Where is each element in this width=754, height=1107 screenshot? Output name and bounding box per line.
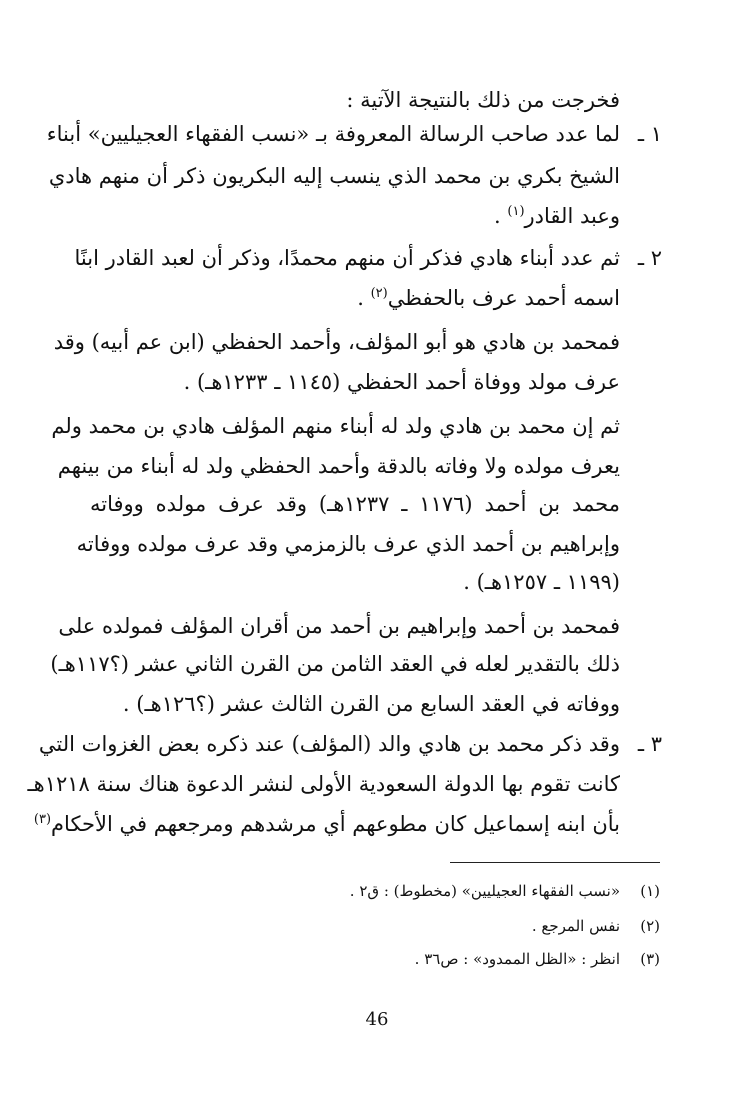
item-2-line-2-text: اسمه أحمد عرف بالحفظي xyxy=(387,286,620,310)
item-3-line-3 xyxy=(34,810,620,838)
footnote-3-text: انظر : «الظل الممدود» : ص٣٦ . xyxy=(414,950,620,968)
item-1-line-3-text: وعبد القادر xyxy=(524,204,620,228)
item-2-end: . xyxy=(357,286,364,310)
item-2-line-2 xyxy=(357,284,620,312)
para-2-line-4: وإبراهيم بن أحمد الذي عرف بالزمزمي وقد عرف مولده ووفاته xyxy=(76,532,620,556)
item-1-line-2: الشيخ بكري بن محمد الذي ينسب إليه البكريون ذكر أن منهم هادي xyxy=(48,164,620,188)
page-number: 46 xyxy=(365,1009,389,1030)
footnote-1-text: «نسب الفقهاء العجيليين» (مخطوط) : ق٢ . xyxy=(349,882,620,900)
item-1-end: . xyxy=(494,204,501,228)
item-3-marker: ٣ ـ xyxy=(637,732,662,756)
item-3-line-2: كانت تقوم بها الدولة السعودية الأولى لنشر الدعوة هناك سنة ١٢١٨هـ xyxy=(27,772,620,796)
footnote-ref-3: (٣) xyxy=(33,812,52,827)
para-3-line-1: فمحمد بن أحمد وإبراهيم بن أحمد من أقران المؤلف فمولده على xyxy=(58,614,620,638)
para-2-line-2: يعرف مولده ولا وفاته بالدقة وأحمد الحفظي ولد له أبناء من بينهم xyxy=(57,454,620,478)
para-2-line-3: محمد بن أحمد (١١٧٦ ـ ١٢٣٧هـ) وقد عرف مولده ووفاته xyxy=(90,492,620,516)
footnote-1-number: (١) xyxy=(640,882,660,900)
item-2-line-1: ثم عدد أبناء هادي فذكر أن منهم محمدًا، وذكر أن لعبد القادر ابنًا xyxy=(74,246,620,270)
footnote-2-number: (٢) xyxy=(640,917,660,935)
footnote-separator xyxy=(450,862,660,863)
item-1-marker: ١ ـ xyxy=(637,122,662,146)
para-1-line-1: فمحمد بن هادي هو أبو المؤلف، وأحمد الحفظي (ابن عم أبيه) وقد xyxy=(53,330,620,354)
intro-line: فخرجت من ذلك بالنتيجة الآتية : xyxy=(346,88,620,112)
para-1-line-2: عرف مولد ووفاة أحمد الحفظي (١١٤٥ ـ ١٢٣٣هـ) . xyxy=(183,370,620,394)
para-3-line-3: ووفاته في العقد السابع من القرن الثالث عشر (؟١٢٦هـ) . xyxy=(122,692,620,716)
footnote-3-number: (٣) xyxy=(640,950,660,968)
footnote-ref-2: (٢) xyxy=(370,286,388,301)
item-2-marker: ٢ ـ xyxy=(637,246,662,270)
para-2-line-1: ثم إن محمد بن هادي ولد له أبناء منهم المؤلف هادي بن محمد ولم xyxy=(51,414,620,438)
item-3-line-1: وقد ذكر محمد بن هادي والد (المؤلف) عند ذكره بعض الغزوات التي xyxy=(38,732,620,756)
item-1-line-3 xyxy=(494,202,620,230)
footnote-2-text: نفس المرجع . xyxy=(531,917,620,935)
item-3-line-3-text: بأن ابنه إسماعيل كان مطوعهم أي مرشدهم ومرجعهم في الأحكام xyxy=(51,812,620,836)
para-2-line-5: (١١٩٩ ـ ١٢٥٧هـ) . xyxy=(463,570,620,594)
item-1-line-1: لما عدد صاحب الرسالة المعروفة بـ «نسب الفقهاء العجيليين» أبناء xyxy=(46,122,620,146)
para-3-line-2: ذلك بالتقدير لعله في العقد الثامن من القرن الثاني عشر (؟١١٧هـ) xyxy=(50,652,620,676)
footnote-ref-1: (١) xyxy=(507,204,525,219)
